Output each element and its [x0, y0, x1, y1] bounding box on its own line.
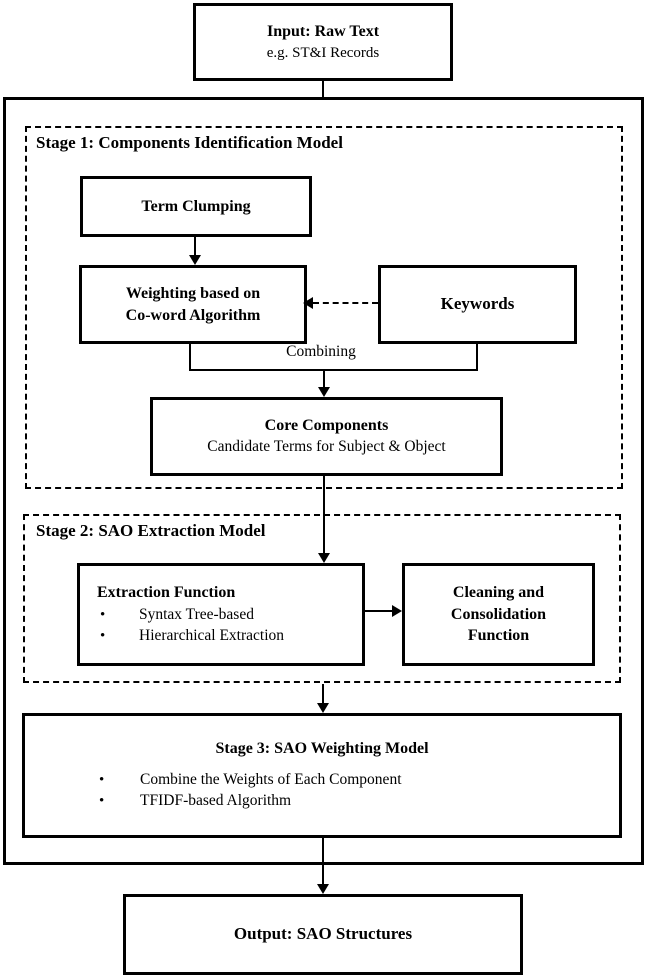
combining-label: Combining: [286, 343, 356, 360]
term-clumping-label: Term Clumping: [141, 197, 251, 215]
keywords-box: [378, 265, 577, 344]
core-components-box: [150, 397, 503, 476]
extraction-function-title: Extraction Function: [97, 583, 236, 601]
output-title: Output: SAO Structures: [233, 924, 413, 944]
cleaning-consolidation-box: [402, 563, 595, 666]
weighting-label-line2: Co-word Algorithm: [125, 306, 261, 324]
bullet-icon: •: [99, 771, 105, 788]
stage1-label: Stage 1: Components Identification Model: [36, 133, 343, 152]
weighting-label-line1: Weighting based on: [125, 284, 261, 302]
stage3-box: [22, 713, 622, 838]
extraction-bullet-label: Hierarchical Extraction: [139, 627, 285, 645]
stage3-to-output-line: [322, 838, 324, 886]
keywords-to-weighting-dashed-line: [313, 302, 378, 304]
weighting-combine-line: [189, 344, 191, 371]
termclumping-to-weighting-line: [194, 237, 196, 257]
keywords-combine-line: [476, 344, 478, 371]
extraction-bullet-label: Syntax Tree-based: [139, 606, 254, 624]
stage3-title: Stage 3: SAO Weighting Model: [215, 740, 429, 757]
stage3-bullet-item: [99, 791, 402, 812]
core-components-subtitle: Candidate Terms for Subject & Object: [207, 437, 446, 455]
extraction-to-cleaning-line: [365, 610, 393, 612]
extraction-to-cleaning-arrowhead-icon: [392, 605, 402, 617]
combine-horizontal-line: [189, 369, 478, 371]
extraction-function-box: [77, 563, 365, 666]
output-box: [123, 894, 523, 975]
stage3-bullet-label: TFIDF-based Algorithm: [140, 791, 292, 809]
bullet-icon: •: [100, 628, 106, 645]
termclumping-to-weighting-arrowhead-icon: [189, 255, 201, 265]
extraction-bullet-item: [97, 605, 284, 626]
term-clumping-box: [80, 176, 312, 237]
input-box: [193, 3, 453, 81]
stage3-to-output-arrowhead-icon: [317, 884, 329, 894]
stage2-to-stage3-arrowhead-icon: [317, 703, 329, 713]
stage3-bullet-item: [99, 770, 402, 791]
bullet-icon: •: [100, 607, 106, 624]
weighting-box: [79, 265, 307, 344]
bullet-icon: •: [99, 792, 105, 809]
extraction-bullet-item: [97, 626, 284, 647]
stage3-bullet-label: Combine the Weights of Each Component: [140, 770, 402, 788]
combine-to-core-arrowhead-icon: [318, 387, 330, 397]
stage2-label: Stage 2: SAO Extraction Model: [36, 521, 266, 540]
keywords-to-weighting-arrowhead-icon: [303, 297, 313, 309]
input-subtitle: e.g. ST&I Records: [266, 44, 380, 61]
cleaning-consolidation-label: Cleaning and Consolidation Function: [450, 584, 547, 645]
core-components-title: Core Components: [264, 417, 389, 435]
input-title: Input: Raw Text: [266, 23, 380, 41]
keywords-label: Keywords: [440, 294, 515, 314]
